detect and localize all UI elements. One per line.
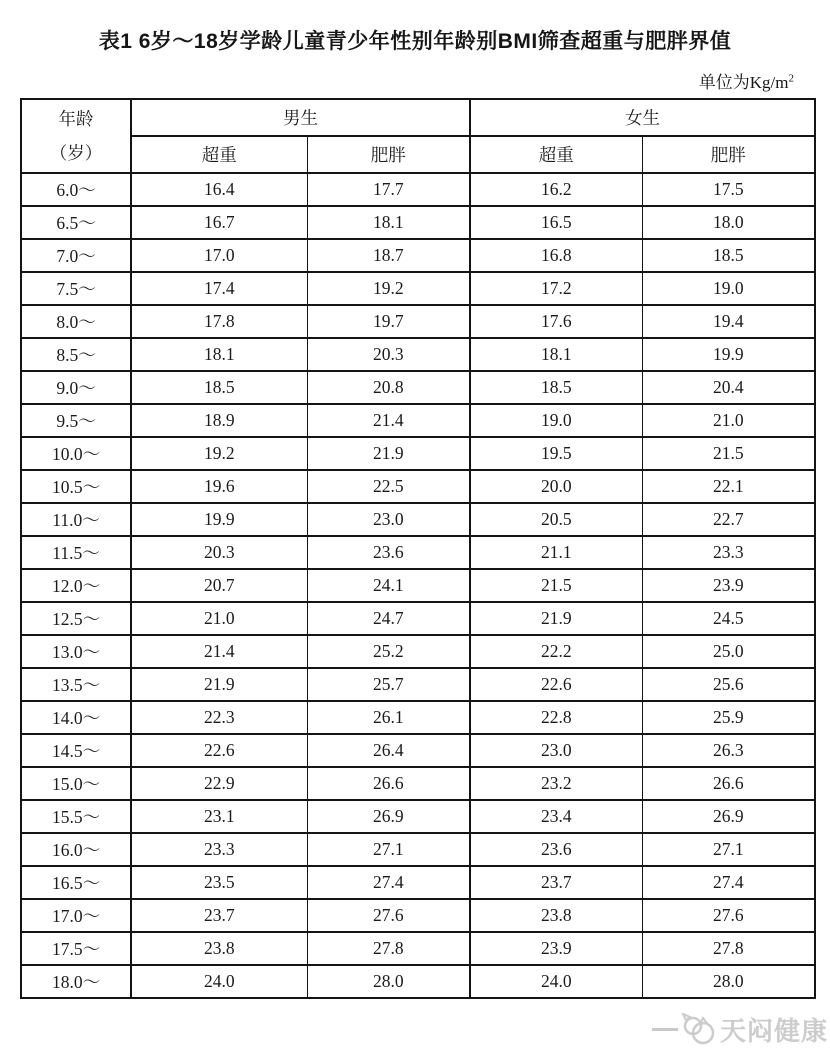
cat-logo-icon [680, 1013, 718, 1047]
bmi-value-cell: 27.6 [642, 899, 815, 932]
bmi-value-cell: 25.2 [307, 635, 470, 668]
bmi-value-cell: 21.0 [131, 602, 307, 635]
bmi-value-cell: 21.5 [642, 437, 815, 470]
age-cell: 9.5～ [21, 404, 131, 437]
bmi-value-cell: 27.4 [642, 866, 815, 899]
unit-label-text: 单位为Kg/m [698, 73, 789, 92]
table-row [21, 305, 815, 338]
bmi-value-cell: 25.9 [642, 701, 815, 734]
bmi-value-cell: 19.2 [131, 437, 307, 470]
bmi-value-cell: 18.1 [131, 338, 307, 371]
table-row [21, 899, 815, 932]
bmi-value-cell: 17.2 [470, 272, 642, 305]
bmi-value-cell: 20.3 [307, 338, 470, 371]
table-row [21, 833, 815, 866]
age-cell: 7.5～ [21, 272, 131, 305]
bmi-value-cell: 21.0 [642, 404, 815, 437]
bmi-value-cell: 20.5 [470, 503, 642, 536]
age-cell: 15.0～ [21, 767, 131, 800]
table-row [21, 965, 815, 998]
bmi-value-cell: 18.9 [131, 404, 307, 437]
age-cell: 9.0～ [21, 371, 131, 404]
table-row [21, 338, 815, 371]
table-row [21, 206, 815, 239]
bmi-value-cell: 20.7 [131, 569, 307, 602]
bmi-value-cell: 24.7 [307, 602, 470, 635]
table-row [21, 437, 815, 470]
bmi-value-cell: 21.9 [307, 437, 470, 470]
table-row [21, 734, 815, 767]
bmi-value-cell: 27.4 [307, 866, 470, 899]
bmi-value-cell: 18.1 [307, 206, 470, 239]
bmi-value-cell: 28.0 [642, 965, 815, 998]
bmi-value-cell: 24.1 [307, 569, 470, 602]
age-cell: 16.5～ [21, 866, 131, 899]
age-cell: 12.5～ [21, 602, 131, 635]
bmi-value-cell: 23.0 [307, 503, 470, 536]
bmi-value-cell: 23.3 [131, 833, 307, 866]
bmi-value-cell: 17.8 [131, 305, 307, 338]
bmi-value-cell: 23.7 [470, 866, 642, 899]
bmi-value-cell: 23.1 [131, 800, 307, 833]
bmi-value-cell: 27.1 [642, 833, 815, 866]
table-row [21, 668, 815, 701]
bmi-value-cell: 19.6 [131, 470, 307, 503]
bmi-value-cell: 19.4 [642, 305, 815, 338]
bmi-value-cell: 20.3 [131, 536, 307, 569]
age-cell: 7.0～ [21, 239, 131, 272]
bmi-value-cell: 17.5 [642, 173, 815, 206]
bmi-value-cell: 25.7 [307, 668, 470, 701]
table-row [21, 569, 815, 602]
bmi-cutoff-table [20, 98, 816, 999]
age-header-line1: 年龄 [58, 109, 94, 129]
bmi-value-cell: 28.0 [307, 965, 470, 998]
bmi-value-cell: 26.1 [307, 701, 470, 734]
bmi-value-cell: 26.9 [642, 800, 815, 833]
age-column-header [21, 99, 131, 173]
bmi-value-cell: 22.9 [131, 767, 307, 800]
age-cell: 10.5～ [21, 470, 131, 503]
table-body [21, 173, 815, 998]
bmi-value-cell: 23.8 [470, 899, 642, 932]
bmi-value-cell: 22.3 [131, 701, 307, 734]
bmi-value-cell: 20.8 [307, 371, 470, 404]
bmi-value-cell: 26.6 [307, 767, 470, 800]
bmi-value-cell: 21.9 [470, 602, 642, 635]
bmi-value-cell: 26.9 [307, 800, 470, 833]
bmi-value-cell: 16.7 [131, 206, 307, 239]
bmi-value-cell: 24.5 [642, 602, 815, 635]
bmi-value-cell: 18.5 [470, 371, 642, 404]
age-cell: 18.0～ [21, 965, 131, 998]
bmi-value-cell: 22.7 [642, 503, 815, 536]
bmi-value-cell: 19.0 [642, 272, 815, 305]
age-cell: 12.0～ [21, 569, 131, 602]
bmi-value-cell: 27.8 [307, 932, 470, 965]
bmi-value-cell: 21.4 [307, 404, 470, 437]
age-cell: 6.5～ [21, 206, 131, 239]
bmi-value-cell: 17.0 [131, 239, 307, 272]
bmi-value-cell: 22.1 [642, 470, 815, 503]
bmi-value-cell: 19.7 [307, 305, 470, 338]
bmi-value-cell: 23.9 [470, 932, 642, 965]
age-cell: 8.5～ [21, 338, 131, 371]
table-row [21, 932, 815, 965]
bmi-value-cell: 23.2 [470, 767, 642, 800]
table-row [21, 470, 815, 503]
bmi-value-cell: 23.5 [131, 866, 307, 899]
age-cell: 13.5～ [21, 668, 131, 701]
table-row [21, 866, 815, 899]
bmi-value-cell: 18.1 [470, 338, 642, 371]
bmi-value-cell: 20.0 [470, 470, 642, 503]
bmi-value-cell: 24.0 [131, 965, 307, 998]
bmi-value-cell: 23.3 [642, 536, 815, 569]
bmi-value-cell: 22.6 [470, 668, 642, 701]
girls-group-header: 女生 [470, 99, 815, 136]
boys-obese-header: 肥胖 [307, 136, 470, 173]
bmi-value-cell: 18.5 [131, 371, 307, 404]
bmi-value-cell: 22.5 [307, 470, 470, 503]
age-cell: 8.0～ [21, 305, 131, 338]
bmi-value-cell: 25.6 [642, 668, 815, 701]
table-header [21, 99, 815, 173]
bmi-value-cell: 19.0 [470, 404, 642, 437]
age-cell: 16.0～ [21, 833, 131, 866]
bmi-value-cell: 18.7 [307, 239, 470, 272]
age-cell: 17.0～ [21, 899, 131, 932]
bmi-value-cell: 27.8 [642, 932, 815, 965]
bmi-value-cell: 18.0 [642, 206, 815, 239]
bmi-value-cell: 23.0 [470, 734, 642, 767]
table-row [21, 404, 815, 437]
table-row [21, 239, 815, 272]
bmi-value-cell: 17.4 [131, 272, 307, 305]
age-cell: 13.0～ [21, 635, 131, 668]
bmi-value-cell: 19.5 [470, 437, 642, 470]
table-row [21, 272, 815, 305]
bmi-value-cell: 19.9 [131, 503, 307, 536]
bmi-value-cell: 22.2 [470, 635, 642, 668]
bmi-value-cell: 22.8 [470, 701, 642, 734]
bmi-value-cell: 26.6 [642, 767, 815, 800]
unit-superscript: 2 [788, 72, 794, 85]
girls-overweight-header: 超重 [470, 136, 642, 173]
bmi-value-cell: 19.9 [642, 338, 815, 371]
bmi-value-cell: 25.0 [642, 635, 815, 668]
bmi-value-cell: 24.0 [470, 965, 642, 998]
bmi-value-cell: 26.4 [307, 734, 470, 767]
age-cell: 15.5～ [21, 800, 131, 833]
table-row [21, 800, 815, 833]
header-row-groups [21, 99, 815, 136]
age-cell: 11.5～ [21, 536, 131, 569]
table-row [21, 767, 815, 800]
bmi-value-cell: 16.8 [470, 239, 642, 272]
watermark-text: 天闷健康 [719, 1016, 828, 1046]
table-row [21, 635, 815, 668]
bmi-value-cell: 23.7 [131, 899, 307, 932]
table-row [21, 503, 815, 536]
table-row [21, 602, 815, 635]
bmi-value-cell: 23.8 [131, 932, 307, 965]
bmi-value-cell: 26.3 [642, 734, 815, 767]
bmi-value-cell: 21.9 [131, 668, 307, 701]
table-row [21, 536, 815, 569]
unit-label [0, 68, 830, 93]
page-title: 表1 6岁～18岁学龄儿童青少年性别年龄别BMI筛查超重与肥胖界值 [98, 30, 732, 53]
table-row [21, 173, 815, 206]
age-header-line2: （岁） [49, 143, 103, 163]
bmi-value-cell: 23.9 [642, 569, 815, 602]
girls-obese-header: 肥胖 [642, 136, 815, 173]
age-cell: 14.0～ [21, 701, 131, 734]
bmi-value-cell: 20.4 [642, 371, 815, 404]
bmi-value-cell: 16.4 [131, 173, 307, 206]
bmi-value-cell: 21.5 [470, 569, 642, 602]
boys-overweight-header: 超重 [131, 136, 307, 173]
bmi-value-cell: 23.4 [470, 800, 642, 833]
age-cell: 11.0～ [21, 503, 131, 536]
table-row [21, 701, 815, 734]
bmi-value-cell: 16.2 [470, 173, 642, 206]
bmi-value-cell: 17.6 [470, 305, 642, 338]
bmi-value-cell: 22.6 [131, 734, 307, 767]
bmi-value-cell: 21.1 [470, 536, 642, 569]
bmi-value-cell: 16.5 [470, 206, 642, 239]
bmi-value-cell: 17.7 [307, 173, 470, 206]
bmi-value-cell: 18.5 [642, 239, 815, 272]
bmi-value-cell: 27.1 [307, 833, 470, 866]
bmi-value-cell: 27.6 [307, 899, 470, 932]
age-cell: 14.5～ [21, 734, 131, 767]
header-row-subcolumns [21, 136, 815, 173]
bmi-value-cell: 23.6 [470, 833, 642, 866]
age-cell: 17.5～ [21, 932, 131, 965]
watermark-dash [652, 1028, 678, 1031]
watermark [652, 1011, 828, 1048]
bmi-value-cell: 23.6 [307, 536, 470, 569]
age-cell: 6.0～ [21, 173, 131, 206]
table-row [21, 371, 815, 404]
age-cell: 10.0～ [21, 437, 131, 470]
boys-group-header: 男生 [131, 99, 470, 136]
bmi-value-cell: 19.2 [307, 272, 470, 305]
bmi-value-cell: 21.4 [131, 635, 307, 668]
